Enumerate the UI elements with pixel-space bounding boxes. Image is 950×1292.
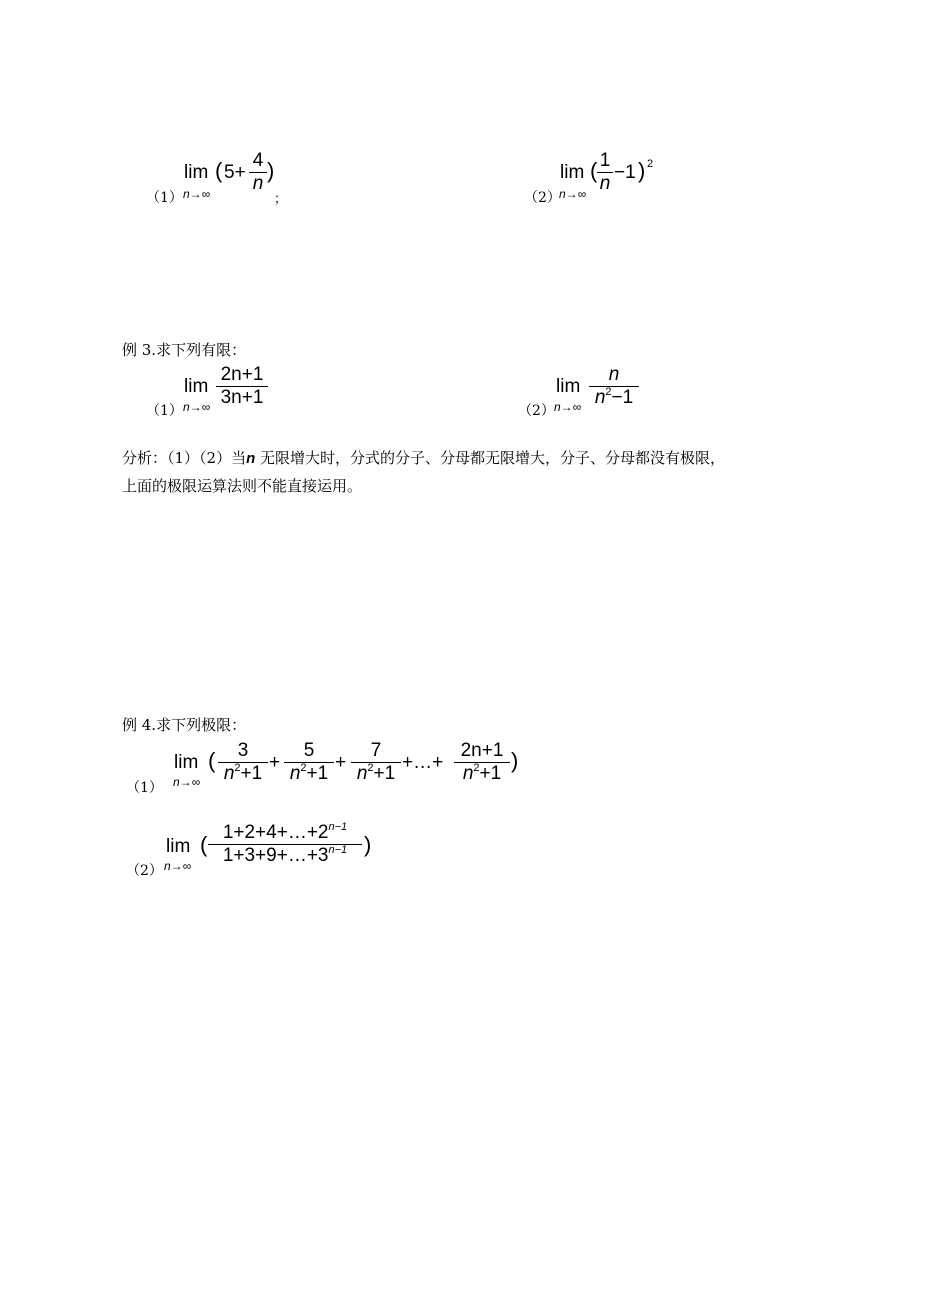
ex3-title: 例 3.求下列有限： [122, 341, 247, 359]
part-label: （1） [126, 780, 163, 796]
part-label: （2） [524, 190, 561, 206]
fraction [249, 150, 267, 195]
minus-one: −1 [614, 162, 636, 183]
plus-sign: + [335, 752, 347, 773]
semicolon: ； [274, 192, 288, 207]
lim-subscript: n→∞ [183, 400, 211, 414]
denominator: 3n+1 [220, 387, 264, 408]
lim-operator: lim [174, 752, 199, 773]
part-label: （1） [146, 403, 183, 419]
ex3-analysis-line1: 分析：（1）（2）当n 无限增大时，分式的分子、分母都无限增大，分子、分母都没有极限， [122, 449, 726, 467]
fraction [597, 150, 613, 195]
plus-sign: + [269, 752, 281, 773]
lim-subscript: n→∞ [554, 400, 582, 414]
fraction [208, 822, 362, 867]
right-paren: ) [364, 832, 372, 857]
numerator: 2n+1 [220, 364, 264, 385]
left-paren: ( [208, 748, 216, 773]
left-paren: ( [590, 158, 598, 183]
part-label: （2） [518, 403, 555, 419]
numerator: $1+2+4+\dots+2^{n-1}$ [222, 821, 348, 843]
lim-operator: lim [560, 162, 585, 183]
numerator: n [608, 364, 620, 385]
term-fraction: 2n+1 $n^2+1$ [454, 740, 510, 785]
lim-operator: lim [184, 162, 209, 183]
left-paren: ( [215, 158, 223, 183]
right-paren: ) [638, 158, 646, 183]
term-five: 5+ [224, 162, 246, 183]
lim-subscript: n→∞ [183, 187, 211, 201]
lim-subscript: n→∞ [559, 187, 587, 201]
numerator: 4 [252, 150, 264, 171]
ellipsis-sum: +…+ [402, 752, 444, 773]
left-paren: ( [200, 832, 208, 857]
numerator: 1 [599, 150, 611, 171]
fraction [589, 364, 639, 409]
fraction [216, 364, 268, 409]
part-label: （1） [146, 190, 183, 206]
denominator: $n^2-1$ [594, 386, 634, 408]
denominator: $1+3+9+\dots+3^{n-1}$ [222, 844, 348, 866]
part-label: （2） [126, 863, 163, 879]
lim-operator: lim [166, 836, 191, 857]
term-fraction: 3 $n^2+1$ [218, 740, 268, 785]
lim-operator: lim [556, 376, 581, 397]
term-fraction: 5 $n^2+1$ [284, 740, 334, 785]
ex4-title: 例 4.求下列极限： [122, 716, 247, 734]
lim-subscript: n→∞ [173, 775, 201, 789]
term-fraction: 7 $n^2+1$ [351, 740, 401, 785]
right-paren: ) [267, 158, 275, 183]
denominator: n [252, 173, 264, 194]
right-paren: ) [511, 748, 519, 773]
lim-subscript: n→∞ [164, 859, 192, 873]
lim-operator: lim [184, 376, 209, 397]
ex3-analysis-line2: 上面的极限运算法则不能直接运用。 [122, 477, 363, 495]
exponent: 2 [647, 158, 654, 170]
variable-n: n [246, 450, 256, 467]
denominator: n [599, 173, 611, 194]
